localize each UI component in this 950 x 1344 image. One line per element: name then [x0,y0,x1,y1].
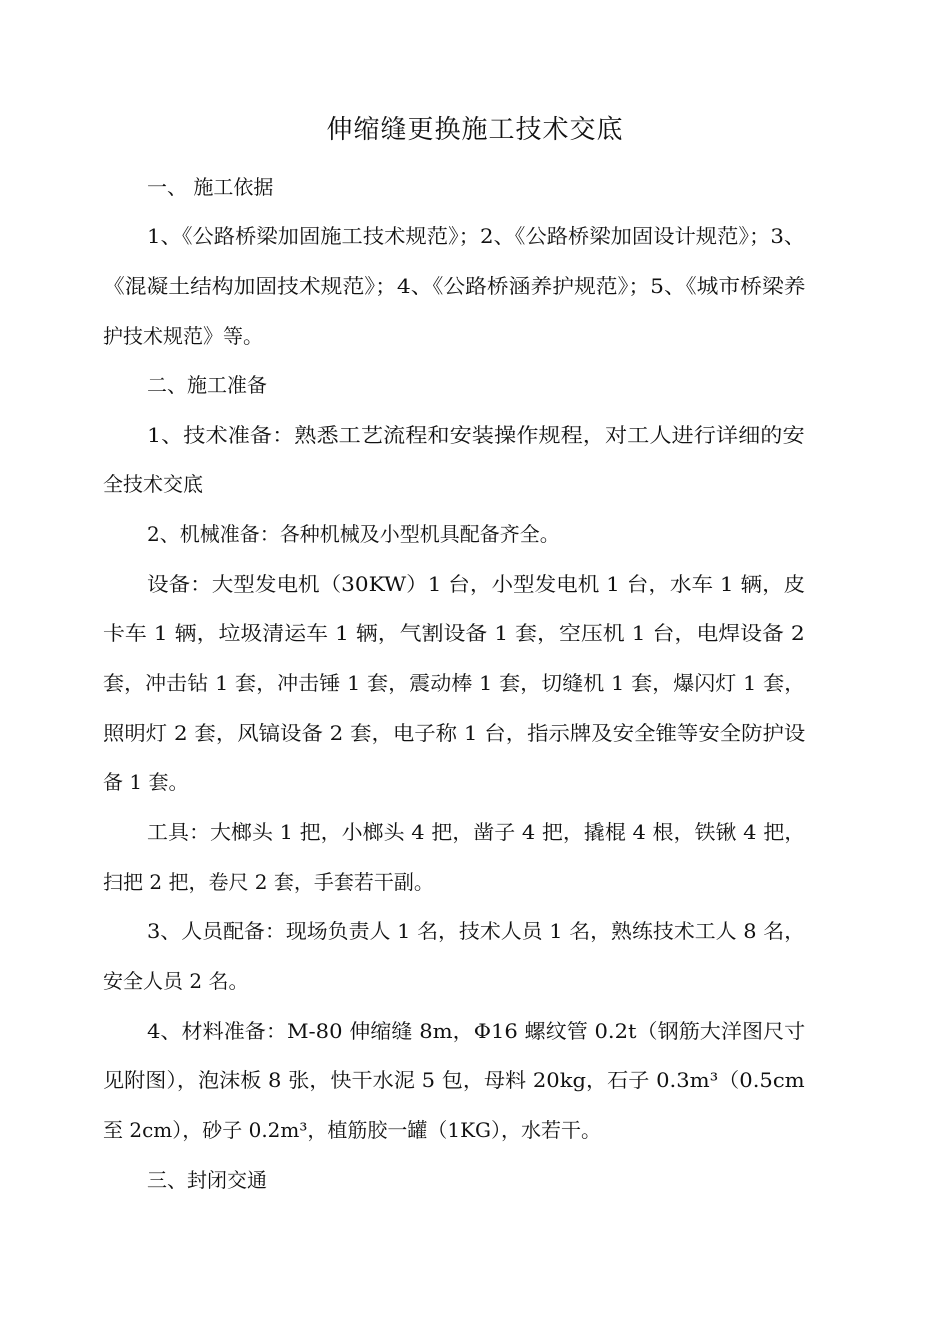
paragraph-line: 安全人员 2 名。 [103,969,249,993]
paragraph-line: 4、材料准备：M-80 伸缩缝 8m，Φ16 螺纹管 0.2t（钢筋大洋图尺寸 [147,1019,806,1043]
paragraph-line: 至 2cm），砂子 0.2m³，植筋胶一罐（1KG），水若干。 [103,1118,602,1142]
paragraph-line: 全技术交底 [103,472,203,496]
paragraph-line: 套，冲击钻 1 套，冲击锤 1 套，震动棒 1 套，切缝机 1 套，爆闪灯 1 套， [103,671,806,695]
paragraph-line: 设备：大型发电机（30KW）1 台，小型发电机 1 台，水车 1 辆，皮 [147,572,806,596]
paragraph-line: 备 1 套。 [103,770,189,794]
document-title: 伸缩缝更换施工技术交底 [326,115,624,145]
section-heading-traffic: 三、封闭交通 [147,1168,267,1192]
paragraph-line: 扫把 2 把，卷尺 2 套，手套若干副。 [103,870,434,894]
paragraph-line: 护技术规范》等。 [103,324,263,348]
section-heading-preparation: 二、施工准备 [147,373,267,397]
paragraph-line: 照明灯 2 套，风镐设备 2 套，电子称 1 台，指示牌及安全锥等安全防护设 [103,721,806,745]
section-heading-basis: 一、 施工依据 [147,175,274,199]
paragraph-line: 见附图），泡沫板 8 张，快干水泥 5 包，母料 20kg，石子 0.3m³（0.5cm [103,1068,805,1092]
paragraph-line: 《混凝土结构加固技术规范》；4、《公路桥涵养护规范》；5、《城市桥梁养 [103,274,806,298]
paragraph-line: 1、《公路桥梁加固施工技术规范》；2、《公路桥梁加固设计规范》；3、 [147,224,806,248]
paragraph-line: 3、人员配备：现场负责人 1 名，技术人员 1 名，熟练技术工人 8 名， [147,919,806,943]
paragraph-line: 1、技术准备：熟悉工艺流程和安装操作规程，对工人进行详细的安 [147,423,805,447]
paragraph-line: 2、机械准备：各种机械及小型机具配备齐全。 [147,522,560,546]
paragraph-line: 工具：大榔头 1 把，小榔头 4 把，凿子 4 把，撬棍 4 根，铁锹 4 把， [147,820,806,844]
paragraph-line: 卡车 1 辆，垃圾清运车 1 辆，气割设备 1 套，空压机 1 台，电焊设备 2 [103,621,805,645]
